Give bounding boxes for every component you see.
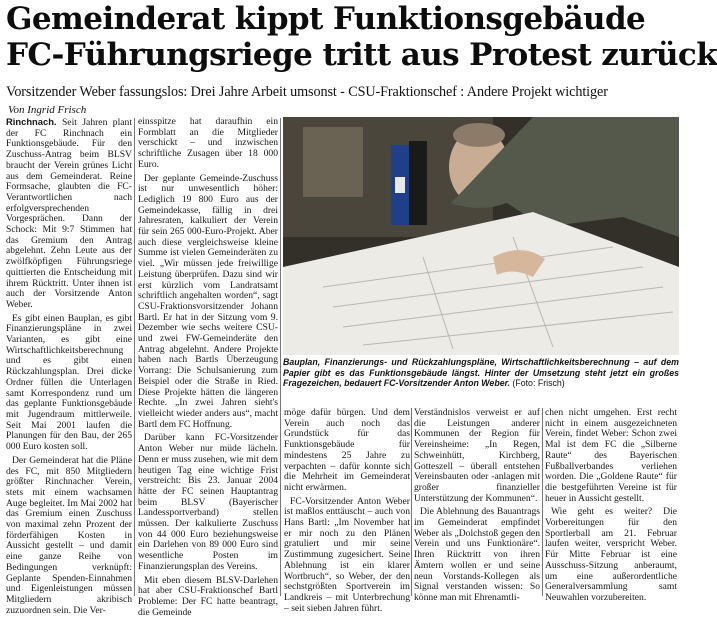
column-4-paragraph-1: Verständnislos verweist er auf die Leistungen anderer Kommunen der Region für Vereinsheime: „In Regen, Schweinhütt, Kirchberg, Gotteszell – überall entstehen Vereinsbauten oder -anlagen mit großer finanzieller Unterstützung der Kommunen“. — [414, 407, 540, 504]
photo-illustration — [283, 117, 679, 355]
article-column-3 — [284, 407, 410, 614]
article-photo — [283, 117, 679, 355]
subheadline: Vorsitzender Weber fassungslos: Drei Jahre Arbeit umsonst - CSU-Fraktionschef : Andere Projekt wichtiger — [6, 84, 608, 100]
photo-credit: (Foto: Frisch) — [512, 378, 565, 388]
column-rule — [411, 408, 412, 596]
column-2-paragraph-4: Mit eben diesem BLSV-Darlehen hat aber CSU-Fraktionschef Bartl Probleme: Der FC hatte beantragt, die Gemeinde — [138, 574, 278, 618]
column-2-paragraph-3: Darüber kann FC-Vorsitzender Anton Weber nur müde lächeln. Denn er muss zusehen, wie mit dem heutigen Tag eine wichtige Frist verstreicht: Bis 23. Januar 2004 hätte der FC seinen Hauptantrag beim BLSV (Bayerischer Landessportverband) stellen müssen. Der kalkulierte Zuschuss von 44 000 Euro beziehungsweise ein Darlehen von 89 000 Euro sind wesentliche Posten im Finanzierungsplan des Vereins. — [138, 432, 278, 572]
headline-line-2: FC-Führungsriege tritt aus Protest zurück — [6, 37, 717, 73]
headline-line-1: Gemeinderat kippt Funktionsgebäude — [6, 1, 646, 37]
column-1-paragraph-3: Der Gemeinderat hat die Pläne des FC, mit 850 Mitgliedern größter Rinchnacher Verein, stets mit einem wachsamen Auge begleitet. Im Mai 2002 hat das Gremium einen Zuschuss von maximal zehn Prozent der förderfähigen Kosten in Aussicht gestellt – und damit eine ganze Reihe von Bedingungen verknüpft: Geplante Spenden-Einnahmen und Eigenleistungen müssen Mitgliedern akribisch zuzuordnen sein. Die Ver- — [6, 454, 132, 616]
byline: Von Ingrid Frisch — [8, 104, 87, 116]
column-rule — [280, 118, 281, 596]
article-column-1 — [6, 116, 132, 616]
article-column-2 — [138, 116, 278, 618]
column-1-paragraph-1 — [6, 117, 132, 311]
column-1-paragraph-2: Es gibt einen Bauplan, es gibt Finanzierungspläne in zwei Varianten, es gibt eine Wirtschaftlichkeitsberechnung und es gibt einen Rückzahlungsplan. Drei dicke Ordner füllen die Unterlagen samt Korrespondenz rund um das geplante Funktionsgebäude mit Jugendraum mittlerweile. Seit Mai 2001 laufen die Planungen für den Bau, der 265 000 Euro kosten soll. — [6, 312, 132, 453]
column-1-paragraph-1-text: Seit Jahren plant der FC Rinchnach ein Funktionsgebäude. Für den Zuschuss-Antrag beim BLSV braucht der Verein grünes Licht aus dem Gemeinderat. Reine Formsache, glaubten die FC-Verantwortlichen nach erfolgversprechenden Vorgesprächen. Dann der Schock: Mit 9:7 Stimmen hat das Gremium den Antrag abgelehnt. Zehn Leute aus der zwölfköpfigen Führungsriege quittierten die Entscheidung mit ihrem Rücktritt. Unter ihnen ist auch der Vorsitzende Anton Weber. — [6, 117, 132, 310]
dateline: Rinchnach. — [6, 116, 57, 127]
article-column-4 — [414, 407, 540, 603]
article-column-5 — [545, 407, 677, 603]
column-2-paragraph-1: einsspitze hat daraufhin ein Formblatt an die Mitglieder verschickt – und inzwischen schriftliche Zusagen über 18 000 Euro. — [138, 116, 278, 170]
column-2-paragraph-2: Der geplante Gemeinde-Zuschuss ist nur unwesentlich höher: Lediglich 19 800 Euro aus der Gemeindekasse, fällig in drei Jahresraten, kalkuliert der Verein für sein 265 000-Euro-Projekt. Aber auch diese vergleichsweise kleine Summe ist vielen Gemeinderäten zu viel. „Wir müssen jede freiwillige Leistung überprüfen. Dazu sind wir erst kürzlich vom Landratsamt schriftlich angehalten worden“, sagt CSU-Fraktionsvorsitzender Johann Bartl. Er hat in der Sitzung vom 9. Dezember wie sechs weitere CSU- und zwei FW-Gemeinderäte den Antrag abgelehnt. Andere Projekte haben nach Bartls Überzeugung Vorrang: Die Schulsanierung zum Beispiel oder die Straße in Ried. Diese Projekte hätten die längeren Rechte. „In zwei Jahren sieht's vielleicht wieder anders aus“, macht Bartl dem FC Hoffnung. — [138, 172, 278, 430]
column-5-paragraph-1: chen nicht umgehen. Erst recht nicht in einem ausgezeichneten Verein, findet Weber: Schon zwei Mal ist dem FC die „Silberne Raute“ des Bayerischen Fußballverbandes verliehen worden. Die „Goldene Raute“ für die bestgeführten Vereine ist für heuer in Aussicht gestellt. — [545, 407, 677, 504]
column-3-paragraph-1: möge dafür bürgen. Und dem Verein auch noch das Grundstück für das Funktionsgebäude für mindestens 25 Jahre zu verpachten – dafür konnte sich die Mehrheit im Gemeinderat nicht erwärmen. — [284, 407, 410, 493]
column-3-paragraph-2: FC-Vorsitzender Anton Weber ist maßlos enttäuscht – auch von Hans Bartl: „Im November hat er mir noch zu den Plänen gratuliert und mir seine Zustimmung zugesichert. Seine Ablehnung ist ein klarer Wortbruch“, so Weber, der den sechstgrößten Sportverein im Landkreis – mit Unterbrechung – seit sieben Jahren führt. — [284, 495, 410, 614]
caption-text: Bauplan, Finanzierungs- und Rückzahlungspläne, Wirtschaftlichkeitsberechnung – auf dem Papier gibt es das Funktionsgebäude längst. Hinter der Umsetzung steht jetzt ein großes Fragezeichen, bedauert FC-Vorsitzender Anton Weber. — [283, 357, 679, 388]
column-4-paragraph-2: Die Ablehnung des Bauantrags im Gemeinderat empfindet Weber als „Dolchstoß gegen den Verein und uns Funktionäre“. Ihren Rücktritt von ihren Ämtern wollen er und seine neun Vorstands-Kollegen als Signal verstanden wissen: So könne man mit Ehrenamtli- — [414, 506, 540, 603]
column-5-paragraph-2: Wie geht es weiter? Die Vorbereitungen für den Sportlerball am 21. Februar laufen weiter, verspricht Weber. Für Mitte Februar ist eine Ausschuss-Sitzung anberaumt, um eine außerordentliche Generalversammlung samt Neuwahlen vorzubereiten. — [545, 506, 677, 603]
column-rule — [542, 408, 543, 596]
binder-label — [395, 177, 405, 193]
photo-caption — [283, 357, 679, 389]
person-hair — [453, 123, 505, 147]
background-shelf — [303, 127, 363, 197]
column-rule — [134, 118, 135, 596]
binder-black — [409, 141, 427, 225]
